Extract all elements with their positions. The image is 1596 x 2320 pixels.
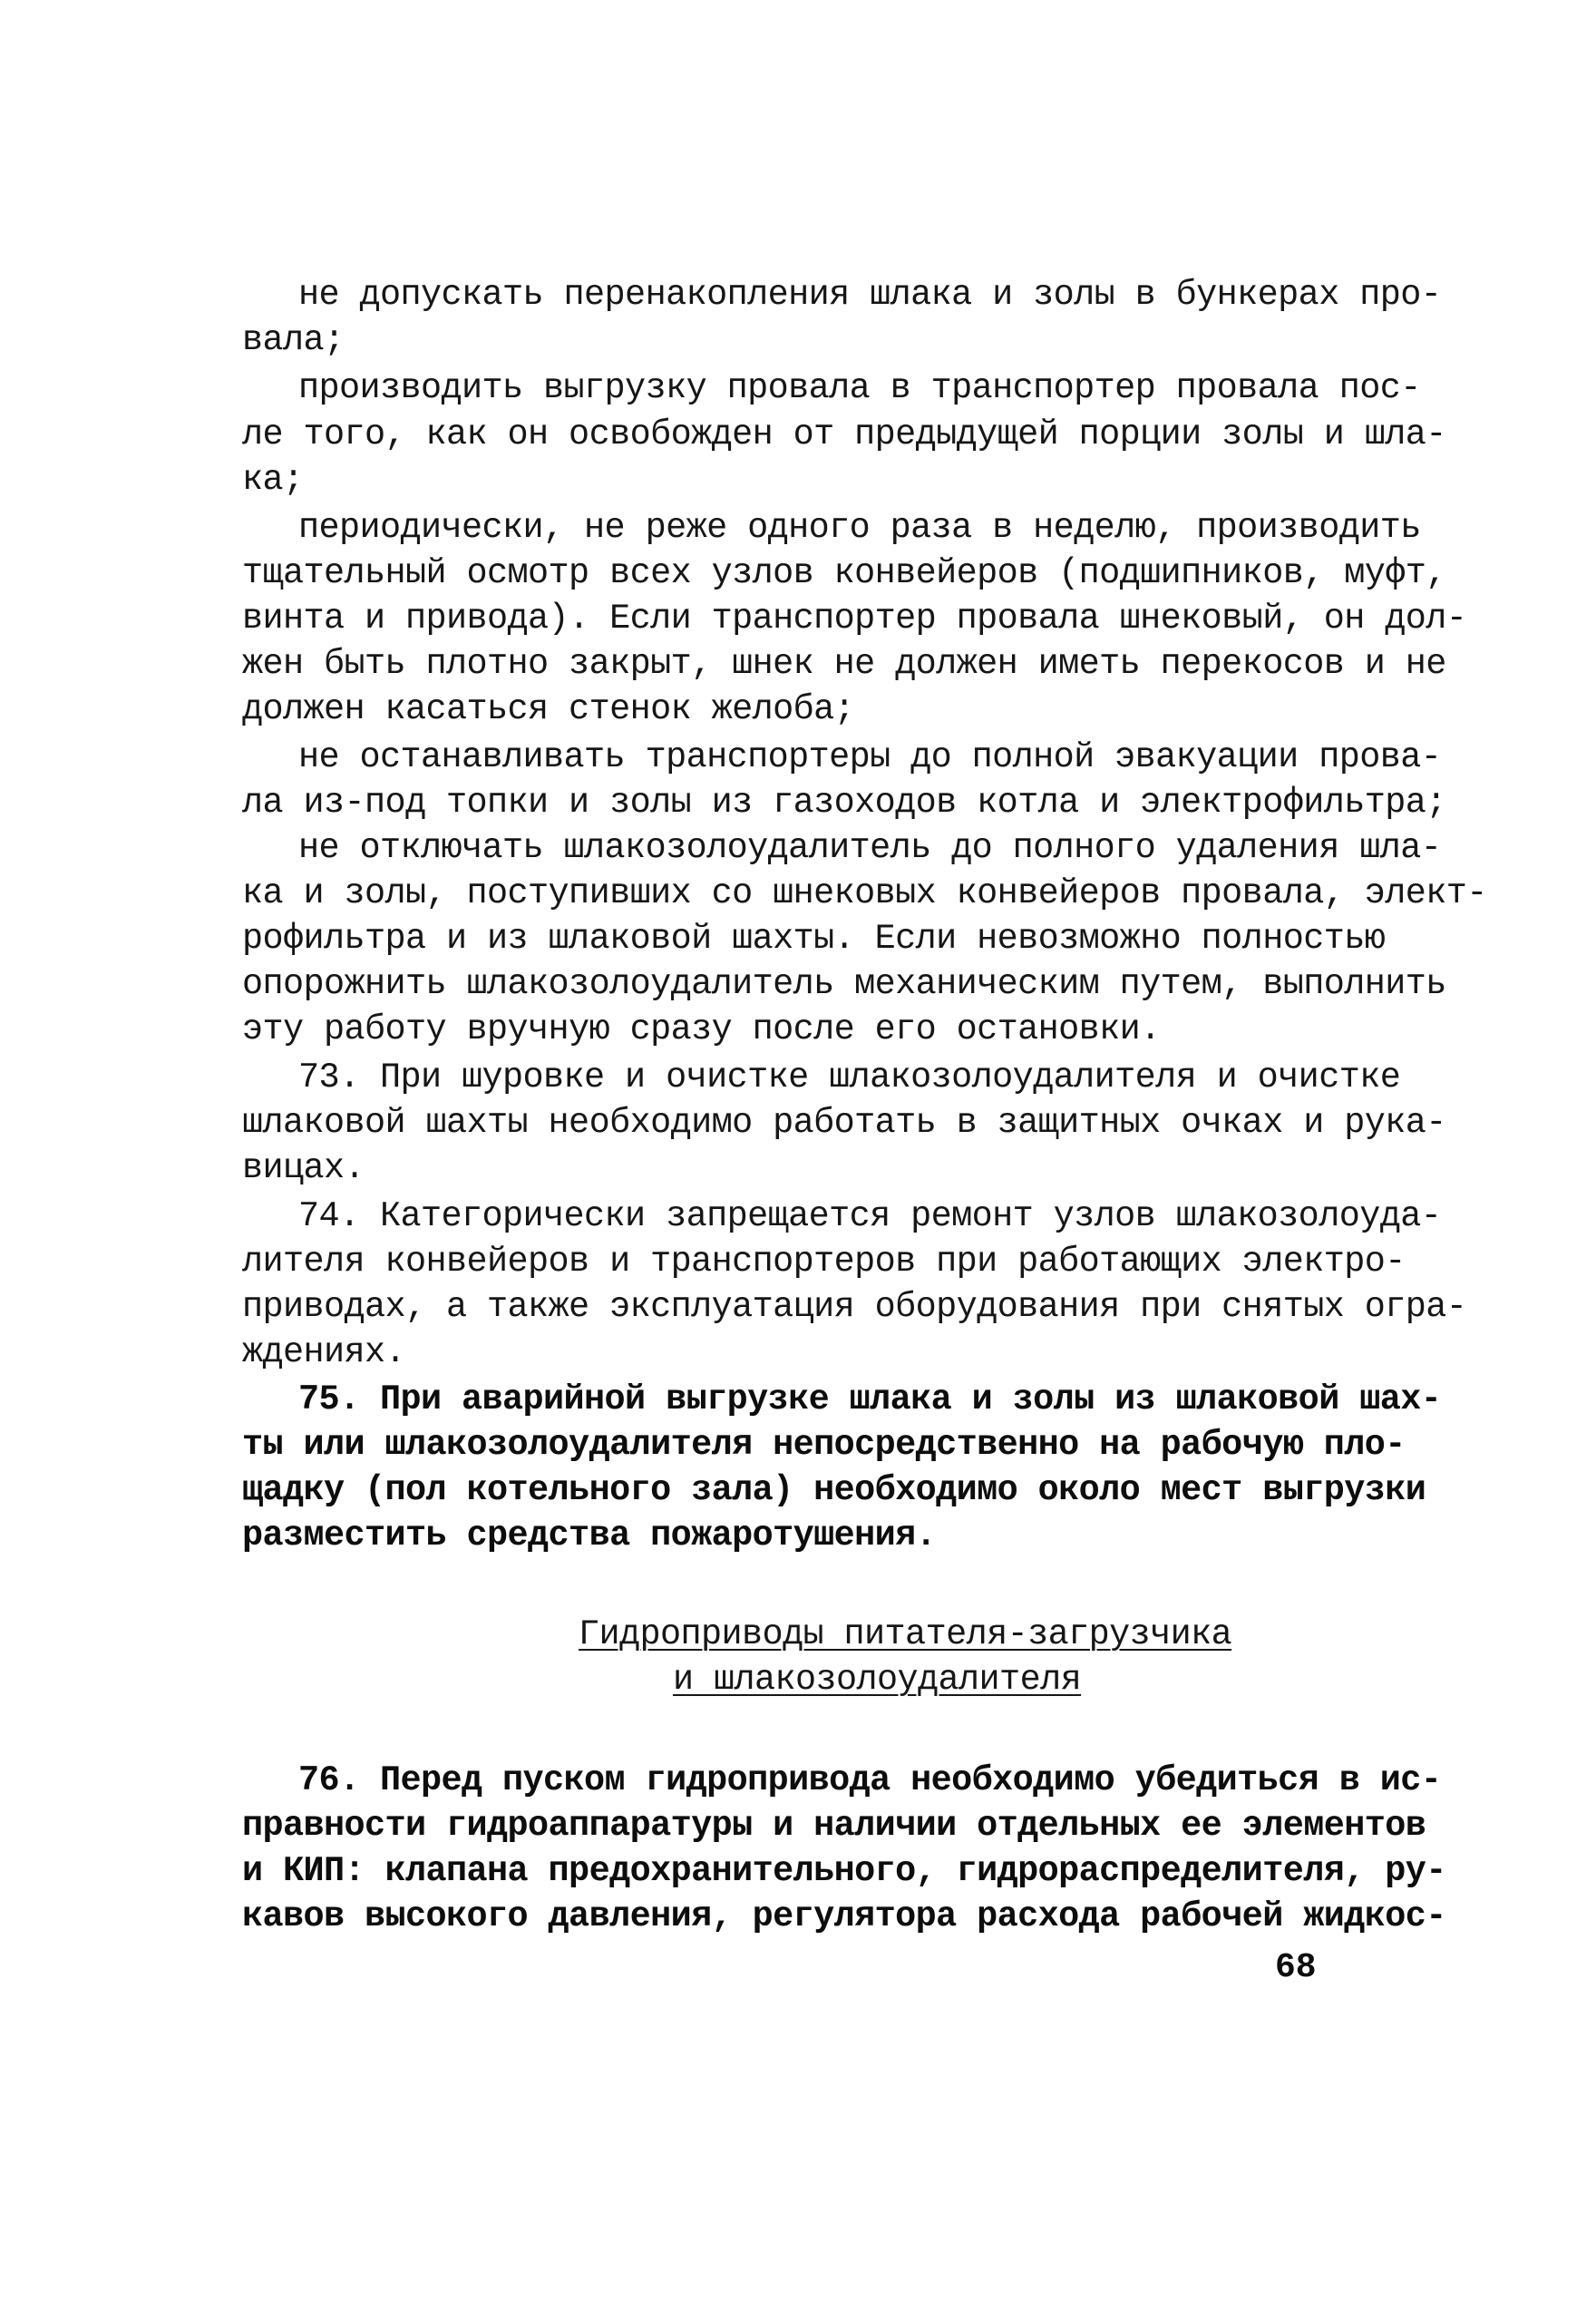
text-line: ле того, как он освобожден от предыдущей порции золы и шла-: [242, 414, 1446, 454]
text-line: тщательный осмотр всех узлов конвейеров (подшипников, муфт,: [242, 553, 1446, 593]
text-line: 76. Перед пуском гидропривода необходимо убедиться в ис-: [298, 1760, 1442, 1800]
text-line: 75. При аварийной выгрузке шлака и золы из шлаковой шах-: [298, 1379, 1442, 1419]
text-line: разместить средства пожаротушения.: [242, 1516, 937, 1555]
text-line: не допускать перенакопления шлака и золы в бункерах про-: [298, 275, 1442, 315]
text-line: и КИП: клапана предохранительного, гидрораспределителя, ру-: [242, 1851, 1446, 1891]
text-line: не отключать шлакозолоудалитель до полного удаления шла-: [298, 828, 1442, 868]
text-line: ждениях.: [242, 1332, 406, 1372]
text-line: должен касаться стенок желоба;: [242, 689, 855, 729]
text-line: ты или шлакозолоудалителя непосредственно на рабочую пло-: [242, 1425, 1406, 1465]
text-line: кавов высокого давления, регулятора расхода рабочей жидкос-: [242, 1896, 1446, 1936]
text-line: эту работу вручную сразу после его остановки.: [242, 1009, 1161, 1049]
text-line: лителя конвейеров и транспортеров при работающих электро-: [242, 1242, 1406, 1282]
text-line: щадку (пол котельного зала) необходимо около мест выгрузки: [242, 1470, 1426, 1510]
text-line: винта и привода). Если транспортер провала шнековый, он дол-: [242, 599, 1467, 638]
section-heading: Гидроприводы питателя-загрузчика: [579, 1614, 1232, 1654]
text-line: 73. При шуровке и очистке шлакозолоудалителя и очистке: [298, 1058, 1401, 1097]
text-line: ла из-под топки и золы из газоходов котла и электрофильтра;: [242, 783, 1446, 823]
text-line: производить выгрузку провала в транспортер провала пос-: [298, 368, 1421, 408]
text-line: ка и золы, поступивших со шнековых конвейеров провала, элект-: [242, 873, 1487, 913]
text-line: вала;: [242, 320, 345, 360]
text-line: 74. Категорически запрещается ремонт узлов шлакозолоуда-: [298, 1196, 1442, 1236]
text-line: жен быть плотно закрыт, шнек не должен иметь перекосов и не: [242, 644, 1446, 684]
text-line: приводах, а также эксплуатация оборудования при снятых огра-: [242, 1287, 1467, 1327]
text-line: шлаковой шахты необходимо работать в защитных очках и рука-: [242, 1103, 1446, 1143]
text-line: правности гидроаппаратуры и наличии отдельных ее элементов: [242, 1806, 1426, 1846]
section-heading: и шлакозолоудалителя: [673, 1660, 1082, 1700]
text-line: периодически, не реже одного раза в неделю, производить: [298, 508, 1421, 548]
text-line: ка;: [242, 460, 304, 500]
text-line: не останавливать транспортеры до полной эвакуации прова-: [298, 737, 1442, 777]
text-line: вицах.: [242, 1148, 365, 1188]
text-line: опорожнить шлакозолоудалитель механическим путем, выполнить: [242, 964, 1446, 1004]
text-line: рофильтра и из шлаковой шахты. Если невозможно полностью: [242, 919, 1386, 959]
page-number: 68: [1275, 1948, 1317, 1987]
